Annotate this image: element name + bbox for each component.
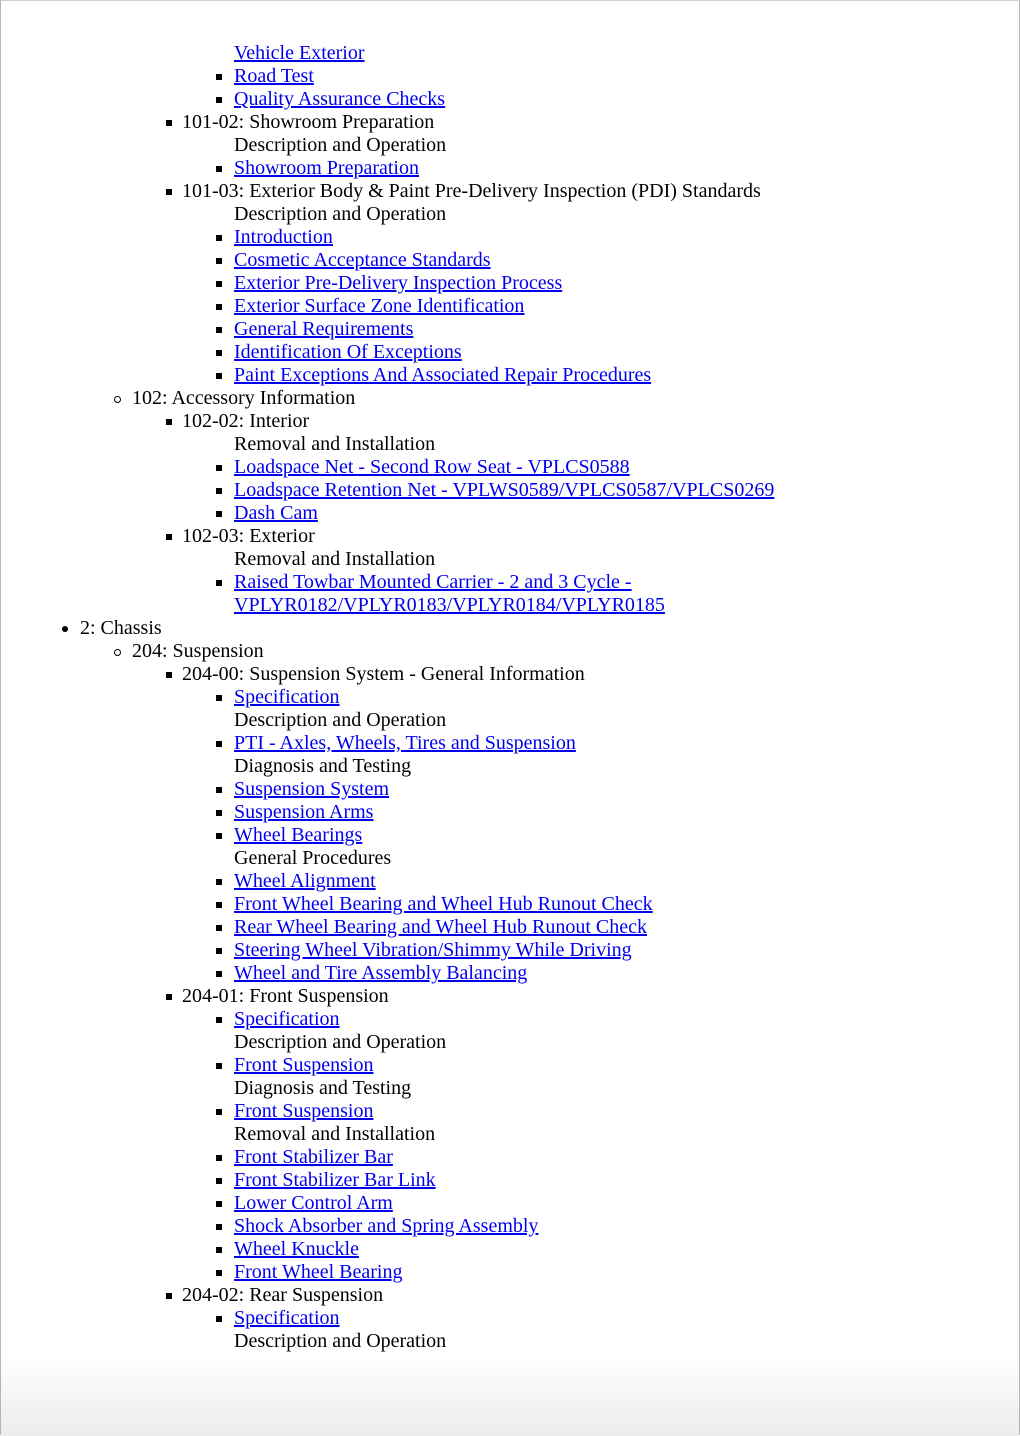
- toc-subheading: [0, 755, 794, 778]
- square-bullet-icon: [166, 1293, 172, 1299]
- square-bullet-icon: [216, 304, 222, 310]
- toc-link[interactable]: Specification: [234, 1307, 340, 1329]
- circle-bullet-icon: [114, 396, 121, 403]
- toc-link[interactable]: Suspension System: [234, 778, 390, 800]
- toc-link[interactable]: Introduction: [234, 226, 333, 248]
- toc-section-item: [0, 985, 794, 1008]
- toc-link[interactable]: Wheel and Tire Assembly Balancing: [234, 962, 528, 984]
- toc-link-item: [0, 272, 794, 295]
- square-bullet-icon: [216, 97, 222, 103]
- square-bullet-icon: [216, 971, 222, 977]
- toc-link-item: [0, 1215, 794, 1238]
- toc-link-item: [0, 88, 794, 111]
- toc-link[interactable]: Showroom Preparation: [234, 157, 419, 179]
- toc-subheading: [0, 847, 794, 870]
- toc-link[interactable]: Front Suspension: [234, 1054, 374, 1076]
- toc-link-item: [0, 824, 794, 847]
- toc-link[interactable]: Quality Assurance Checks: [234, 88, 446, 110]
- toc-subheading: [0, 548, 794, 571]
- square-bullet-icon: [216, 810, 222, 816]
- category-heading: Description and Operation: [234, 1330, 447, 1352]
- square-bullet-icon: [216, 948, 222, 954]
- category-heading: Description and Operation: [234, 1031, 447, 1053]
- toc-link-item: [0, 1054, 794, 1077]
- square-bullet-icon: [216, 327, 222, 333]
- disc-bullet-icon: [62, 626, 68, 632]
- section-title: 2: Chassis: [80, 617, 162, 639]
- toc-link-item: [0, 318, 794, 341]
- toc-link[interactable]: Wheel Bearings: [234, 824, 363, 846]
- toc-link[interactable]: Wheel Knuckle: [234, 1238, 359, 1260]
- toc-link[interactable]: PTI - Axles, Wheels, Tires and Suspension: [234, 732, 576, 754]
- toc-link[interactable]: Front Stabilizer Bar Link: [234, 1169, 436, 1191]
- toc-link[interactable]: Suspension Arms: [234, 801, 374, 823]
- square-bullet-icon: [216, 879, 222, 885]
- square-bullet-icon: [216, 902, 222, 908]
- section-title: 204-00: Suspension System - General Information: [182, 663, 585, 685]
- square-bullet-icon: [166, 534, 172, 540]
- toc-link-item: [0, 42, 794, 65]
- square-bullet-icon: [216, 1155, 222, 1161]
- square-bullet-icon: [166, 994, 172, 1000]
- square-bullet-icon: [216, 1063, 222, 1069]
- toc-link[interactable]: Dash Cam: [234, 502, 318, 524]
- toc-link-item: [234, 571, 794, 617]
- section-title: 102-02: Interior: [182, 410, 310, 432]
- square-bullet-icon: [216, 1316, 222, 1322]
- toc-link-item: [0, 778, 794, 801]
- toc-link[interactable]: Front Stabilizer Bar: [234, 1146, 393, 1168]
- toc-link-item: [0, 893, 794, 916]
- toc-link[interactable]: Wheel Alignment: [234, 870, 376, 892]
- toc-link-item: [0, 1307, 794, 1330]
- toc-link[interactable]: Front Wheel Bearing: [234, 1261, 403, 1283]
- toc-subheading: [0, 1330, 794, 1353]
- toc-subheading: [0, 433, 794, 456]
- toc-subheading: [0, 1031, 794, 1054]
- square-bullet-icon: [216, 488, 222, 494]
- toc-link-item: [0, 1146, 794, 1169]
- toc-link[interactable]: Lower Control Arm: [234, 1192, 393, 1214]
- toc-link-item: [0, 364, 794, 387]
- category-heading: Description and Operation: [234, 134, 447, 156]
- toc-subheading: [0, 134, 794, 157]
- circle-bullet-icon: [114, 649, 121, 656]
- category-heading: Removal and Installation: [234, 1123, 436, 1145]
- toc-link-item: [0, 939, 794, 962]
- square-bullet-icon: [166, 672, 172, 678]
- toc-section-item: [0, 617, 794, 640]
- toc-link[interactable]: Rear Wheel Bearing and Wheel Hub Runout Check: [234, 916, 648, 938]
- square-bullet-icon: [216, 1201, 222, 1207]
- square-bullet-icon: [216, 1224, 222, 1230]
- toc-section-item: [0, 387, 794, 410]
- toc-link[interactable]: Loadspace Net - Second Row Seat - VPLCS0588: [234, 456, 630, 478]
- toc-link[interactable]: Exterior Pre-Delivery Inspection Process: [234, 272, 563, 294]
- category-heading: Description and Operation: [234, 709, 447, 731]
- square-bullet-icon: [216, 166, 222, 172]
- toc-subheading: [0, 203, 794, 226]
- square-bullet-icon: [216, 1270, 222, 1276]
- category-heading: Description and Operation: [234, 203, 447, 225]
- toc-section-item: [0, 180, 794, 203]
- square-bullet-icon: [166, 419, 172, 425]
- toc-link[interactable]: Front Suspension: [234, 1100, 374, 1122]
- section-title: 101-03: Exterior Body & Paint Pre-Delivery Inspection (PDI) Standards: [182, 180, 761, 202]
- toc-link-item: [0, 686, 794, 709]
- toc-section-item: [0, 410, 794, 433]
- toc-subheading: [0, 1077, 794, 1100]
- category-heading: Diagnosis and Testing: [234, 755, 412, 777]
- square-bullet-icon: [216, 258, 222, 264]
- toc-link-item: [0, 870, 794, 893]
- toc-subheading: [0, 1123, 794, 1146]
- page-bottom-shadow: [1, 1354, 1019, 1436]
- toc-link-item: [0, 456, 794, 479]
- toc-link[interactable]: Steering Wheel Vibration/Shimmy While Driving: [234, 939, 632, 961]
- category-heading: Removal and Installation: [234, 433, 436, 455]
- toc-link[interactable]: General Requirements: [234, 318, 414, 340]
- square-bullet-icon: [216, 925, 222, 931]
- square-bullet-icon: [216, 511, 222, 517]
- square-bullet-icon: [216, 1178, 222, 1184]
- square-bullet-icon: [166, 189, 172, 195]
- table-of-contents: [0, 42, 794, 1353]
- square-bullet-icon: [216, 350, 222, 356]
- toc-link-item: [0, 1100, 794, 1123]
- square-bullet-icon: [216, 787, 222, 793]
- toc-link-item: [0, 1169, 794, 1192]
- toc-link-item: [0, 65, 794, 88]
- square-bullet-icon: [216, 373, 222, 379]
- toc-link-item: [0, 1192, 794, 1215]
- toc-link[interactable]: Cosmetic Acceptance Standards: [234, 249, 491, 271]
- section-title: 102-03: Exterior: [182, 525, 315, 547]
- section-title: 101-02: Showroom Preparation: [182, 111, 435, 133]
- toc-link[interactable]: Raised Towbar Mounted Carrier - 2 and 3 Cycle - VPLYR0182/VPLYR0183/VPLYR0184/VPLYR0185: [234, 571, 665, 616]
- toc-subheading: [0, 709, 794, 732]
- toc-link[interactable]: Shock Absorber and Spring Assembly: [234, 1215, 539, 1237]
- square-bullet-icon: [216, 235, 222, 241]
- toc-link-item: [0, 341, 794, 364]
- square-bullet-icon: [216, 695, 222, 701]
- toc-link-item: [0, 479, 794, 502]
- toc-section-item: [0, 525, 794, 548]
- toc-link[interactable]: Exterior Surface Zone Identification: [234, 295, 525, 317]
- square-bullet-icon: [216, 580, 222, 586]
- toc-link-item: [0, 962, 794, 985]
- toc-section-item: [0, 1284, 794, 1307]
- toc-link-item: [0, 732, 794, 755]
- square-bullet-icon: [216, 1109, 222, 1115]
- toc-link[interactable]: Road Test: [234, 65, 314, 87]
- section-title: 204: Suspension: [132, 640, 264, 662]
- section-title: 204-01: Front Suspension: [182, 985, 389, 1007]
- square-bullet-icon: [166, 120, 172, 126]
- toc-link-item: [0, 295, 794, 318]
- toc-link-item: [0, 157, 794, 180]
- toc-link-item: [0, 249, 794, 272]
- toc-link[interactable]: Loadspace Retention Net - VPLWS0589/VPLCS0587/VPLCS0269: [234, 479, 775, 501]
- toc-link-item: [0, 801, 794, 824]
- toc-link[interactable]: Specification: [234, 686, 340, 708]
- square-bullet-icon: [216, 74, 222, 80]
- toc-link[interactable]: Vehicle Exterior: [234, 42, 365, 64]
- square-bullet-icon: [216, 833, 222, 839]
- square-bullet-icon: [216, 281, 222, 287]
- toc-link[interactable]: Paint Exceptions And Associated Repair Procedures: [234, 364, 652, 386]
- toc-link[interactable]: Identification Of Exceptions: [234, 341, 462, 363]
- square-bullet-icon: [216, 465, 222, 471]
- toc-link[interactable]: Specification: [234, 1008, 340, 1030]
- toc-section-item: [0, 640, 794, 663]
- category-heading: Diagnosis and Testing: [234, 1077, 412, 1099]
- square-bullet-icon: [216, 741, 222, 747]
- toc-link[interactable]: Front Wheel Bearing and Wheel Hub Runout Check: [234, 893, 653, 915]
- toc-link-item: [0, 226, 794, 249]
- category-heading: General Procedures: [234, 847, 392, 869]
- toc-link-item: [0, 1008, 794, 1031]
- square-bullet-icon: [216, 1247, 222, 1253]
- toc-section-item: [0, 663, 794, 686]
- section-title: 204-02: Rear Suspension: [182, 1284, 384, 1306]
- toc-link-item: [0, 1238, 794, 1261]
- toc-link-item: [0, 916, 794, 939]
- toc-section-item: [0, 111, 794, 134]
- square-bullet-icon: [216, 1017, 222, 1023]
- toc-link-item: [0, 502, 794, 525]
- section-title: 102: Accessory Information: [132, 387, 356, 409]
- category-heading: Removal and Installation: [234, 548, 436, 570]
- toc-link-item: [0, 1261, 794, 1284]
